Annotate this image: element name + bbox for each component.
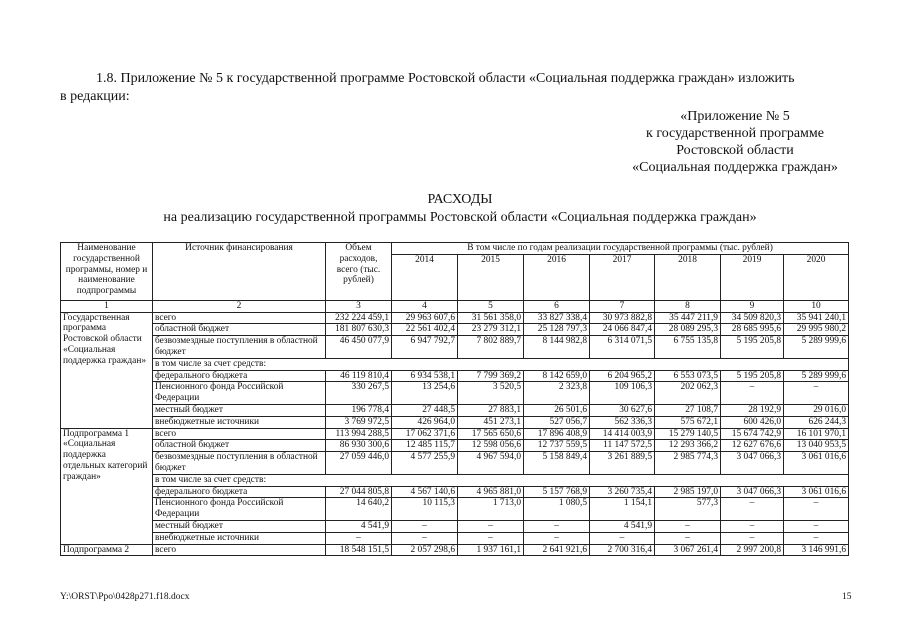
year-value: 4 541,9 <box>590 520 655 532</box>
year-value: 1 080,5 <box>524 498 590 521</box>
year-value: 109 106,3 <box>590 382 655 405</box>
total-value: 46 119 810,4 <box>326 370 392 382</box>
header-name: Наименование государственной программы, номер и наименование подпрограммы <box>61 243 153 301</box>
year-value: 15 279 140,5 <box>655 428 721 440</box>
funding-source: федерального бюджета <box>153 370 326 382</box>
year-value: 4 967 594,0 <box>458 452 524 475</box>
total-value: – <box>326 532 392 544</box>
year-value: 626 244,3 <box>784 416 849 428</box>
year-value: – <box>392 532 458 544</box>
total-value: 46 450 077,9 <box>326 336 392 359</box>
year-value: 26 501,6 <box>524 404 590 416</box>
year-value: 31 561 358,0 <box>458 312 524 324</box>
year-value: 3 260 735,4 <box>590 486 655 498</box>
table-row <box>61 312 849 324</box>
year-value: – <box>721 498 784 521</box>
year-value: – <box>784 382 849 405</box>
year-value: – <box>721 520 784 532</box>
year-value: 12 485 115,7 <box>392 440 458 452</box>
column-number: 9 <box>721 300 784 312</box>
table-row <box>61 324 849 336</box>
funding-source: безвозмездные поступления в областной бюджет <box>153 452 326 475</box>
year-value: 426 964,0 <box>392 416 458 428</box>
year-value: 30 627,6 <box>590 404 655 416</box>
column-number: 10 <box>784 300 849 312</box>
year-value: 14 414 003,9 <box>590 428 655 440</box>
year-value: – <box>524 532 590 544</box>
total-value: 330 267,5 <box>326 382 392 405</box>
column-number-row <box>61 300 849 312</box>
header-year: 2017 <box>590 254 655 300</box>
total-value: 27 059 446,0 <box>326 452 392 475</box>
year-value: 2 641 921,6 <box>524 544 590 556</box>
year-value: 5 158 849,4 <box>524 452 590 475</box>
year-value: 10 115,3 <box>392 498 458 521</box>
year-value: 6 934 538,1 <box>392 370 458 382</box>
year-value: 1 937 161,1 <box>458 544 524 556</box>
funding-source: Пенсионного фонда Российской Федерации <box>153 498 326 521</box>
header-row-1 <box>61 243 849 255</box>
table-row <box>61 498 849 521</box>
intro-line-2: в редакции: <box>60 89 130 104</box>
header-year: 2015 <box>458 254 524 300</box>
year-value: 2 997 200,8 <box>721 544 784 556</box>
year-value: 562 336,3 <box>590 416 655 428</box>
header-year: 2018 <box>655 254 721 300</box>
year-value: 2 985 774,3 <box>655 452 721 475</box>
year-value: – <box>458 532 524 544</box>
year-value: 6 204 965,2 <box>590 370 655 382</box>
year-value: – <box>784 532 849 544</box>
year-value: – <box>784 520 849 532</box>
year-value: 6 553 073,5 <box>655 370 721 382</box>
year-value: 2 985 197,0 <box>655 486 721 498</box>
year-value: 12 598 056,6 <box>458 440 524 452</box>
year-value: 6 947 792,7 <box>392 336 458 359</box>
year-value: 3 067 261,4 <box>655 544 721 556</box>
year-value: 13 254,6 <box>392 382 458 405</box>
intro-line-1: 1.8. Приложение № 5 к государственной программе Ростовской области «Социальная поддержка граждан» изложить <box>96 71 795 86</box>
program-name: Подпрограмма 2 <box>61 544 153 556</box>
total-value: 14 640,2 <box>326 498 392 521</box>
year-value: – <box>655 520 721 532</box>
column-number: 7 <box>590 300 655 312</box>
year-value: 3 061 016,6 <box>784 452 849 475</box>
year-value: 3 047 066,3 <box>721 452 784 475</box>
table-row <box>61 486 849 498</box>
funding-source: местный бюджет <box>153 404 326 416</box>
table-row <box>61 358 849 370</box>
year-value: 35 447 211,9 <box>655 312 721 324</box>
table-row <box>61 336 849 359</box>
year-value: – <box>721 382 784 405</box>
year-value: – <box>784 498 849 521</box>
table-row <box>61 452 849 475</box>
header-total: Объем расходов, всего (тыс. рублей) <box>326 243 392 301</box>
table-row <box>61 532 849 544</box>
appendix-line-3: Ростовской области <box>676 143 794 158</box>
appendix-line-2: к государственной программе <box>646 126 824 141</box>
year-value: 33 827 338,4 <box>524 312 590 324</box>
total-value: 232 224 459,1 <box>326 312 392 324</box>
column-number: 5 <box>458 300 524 312</box>
year-value: 16 101 970,1 <box>784 428 849 440</box>
year-value: 8 144 982,8 <box>524 336 590 359</box>
appendix-heading <box>590 108 880 176</box>
funding-source: всего <box>153 544 326 556</box>
year-value: 28 685 995,6 <box>721 324 784 336</box>
footer-page-number: 15 <box>842 592 852 602</box>
table-row <box>61 428 849 440</box>
year-value: – <box>590 532 655 544</box>
expenses-table <box>60 242 849 556</box>
year-value: 2 057 298,6 <box>392 544 458 556</box>
table-row <box>61 370 849 382</box>
year-value: 451 273,1 <box>458 416 524 428</box>
table-body <box>61 300 849 556</box>
year-value: 34 509 820,3 <box>721 312 784 324</box>
year-value: 27 883,1 <box>458 404 524 416</box>
year-value: 5 289 999,6 <box>784 370 849 382</box>
header-year: 2020 <box>784 254 849 300</box>
column-number: 2 <box>153 300 326 312</box>
total-value: 86 930 300,6 <box>326 440 392 452</box>
table-row <box>61 544 849 556</box>
funding-source: областной бюджет <box>153 440 326 452</box>
year-value: 5 195 205,8 <box>721 336 784 359</box>
header-years-group: В том числе по годам реализации государственной программы (тыс. рублей) <box>392 243 849 255</box>
funding-source: внебюджетные источники <box>153 416 326 428</box>
total-value: 18 548 151,5 <box>326 544 392 556</box>
total-value: 196 778,4 <box>326 404 392 416</box>
column-number: 3 <box>326 300 392 312</box>
document-title <box>60 191 860 227</box>
year-value: 23 279 312,1 <box>458 324 524 336</box>
header-year: 2014 <box>392 254 458 300</box>
year-value: 527 056,7 <box>524 416 590 428</box>
table-row <box>61 382 849 405</box>
column-number: 6 <box>524 300 590 312</box>
year-value: 22 561 402,4 <box>392 324 458 336</box>
intro-paragraph <box>60 70 850 106</box>
table-row <box>61 520 849 532</box>
total-value: 4 541,9 <box>326 520 392 532</box>
funding-source: безвозмездные поступления в областной бюджет <box>153 336 326 359</box>
year-value: 27 108,7 <box>655 404 721 416</box>
year-value: – <box>721 532 784 544</box>
table-row <box>61 404 849 416</box>
year-value: 29 963 607,6 <box>392 312 458 324</box>
year-value: 600 426,0 <box>721 416 784 428</box>
year-value: 4 567 140,6 <box>392 486 458 498</box>
year-value: 1 713,0 <box>458 498 524 521</box>
year-value: 24 066 847,4 <box>590 324 655 336</box>
header-year: 2016 <box>524 254 590 300</box>
year-value: 3 520,5 <box>458 382 524 405</box>
footer-file-path: Y:\ORST\Ppo\0428p271.f18.docx <box>60 592 190 602</box>
year-value: 3 047 066,3 <box>721 486 784 498</box>
appendix-line-1: «Приложение № 5 <box>680 109 790 124</box>
year-value: 2 700 316,4 <box>590 544 655 556</box>
header-source: Источник финансирования <box>153 243 326 301</box>
year-value: 15 674 742,9 <box>721 428 784 440</box>
year-value: 29 016,0 <box>784 404 849 416</box>
year-value: 12 627 676,6 <box>721 440 784 452</box>
funding-source: в том числе за счет средств: <box>153 474 849 486</box>
funding-source: Пенсионного фонда Российской Федерации <box>153 382 326 405</box>
table-row <box>61 474 849 486</box>
column-number: 4 <box>392 300 458 312</box>
year-value: 7 802 889,7 <box>458 336 524 359</box>
year-value: 17 565 650,6 <box>458 428 524 440</box>
program-name: Государственная программа Ростовской области «Социальная поддержка граждан» <box>61 312 153 428</box>
year-value: 12 737 559,5 <box>524 440 590 452</box>
total-value: 181 807 630,3 <box>326 324 392 336</box>
year-value: 17 062 371,6 <box>392 428 458 440</box>
total-value: 3 769 972,5 <box>326 416 392 428</box>
funding-source: всего <box>153 312 326 324</box>
year-value: 28 089 295,3 <box>655 324 721 336</box>
year-value: 577,3 <box>655 498 721 521</box>
year-value: – <box>655 532 721 544</box>
year-value: 202 062,3 <box>655 382 721 405</box>
year-value: 4 577 255,9 <box>392 452 458 475</box>
year-value: – <box>524 520 590 532</box>
year-value: 6 755 135,8 <box>655 336 721 359</box>
year-value: 3 061 016,6 <box>784 486 849 498</box>
appendix-line-4: «Социальная поддержка граждан» <box>632 160 838 175</box>
year-value: 27 448,5 <box>392 404 458 416</box>
year-value: 7 799 369,2 <box>458 370 524 382</box>
year-value: 25 128 797,3 <box>524 324 590 336</box>
year-value: 5 195 205,8 <box>721 370 784 382</box>
funding-source: федерального бюджета <box>153 486 326 498</box>
header-year: 2019 <box>721 254 784 300</box>
table-row <box>61 416 849 428</box>
year-value: 28 192,9 <box>721 404 784 416</box>
year-value: 30 973 882,8 <box>590 312 655 324</box>
year-value: 12 293 366,2 <box>655 440 721 452</box>
table-row <box>61 440 849 452</box>
funding-source: местный бюджет <box>153 520 326 532</box>
year-value: 29 995 980,2 <box>784 324 849 336</box>
year-value: 8 142 659,0 <box>524 370 590 382</box>
column-number: 1 <box>61 300 153 312</box>
total-value: 27 044 805,8 <box>326 486 392 498</box>
column-number: 8 <box>655 300 721 312</box>
funding-source: в том числе за счет средств: <box>153 358 849 370</box>
funding-source: областной бюджет <box>153 324 326 336</box>
year-value: 11 147 572,5 <box>590 440 655 452</box>
year-value: 575 672,1 <box>655 416 721 428</box>
year-value: 3 261 889,5 <box>590 452 655 475</box>
total-value: 113 994 288,5 <box>326 428 392 440</box>
title-line-1: РАСХОДЫ <box>427 192 493 207</box>
year-value: 5 157 768,9 <box>524 486 590 498</box>
year-value: 1 154,1 <box>590 498 655 521</box>
program-name: Подпрограмма 1 «Социальная поддержка отдельных категорий граждан» <box>61 428 153 544</box>
year-value: 2 323,8 <box>524 382 590 405</box>
year-value: 5 289 999,6 <box>784 336 849 359</box>
funding-source: всего <box>153 428 326 440</box>
year-value: 3 146 991,6 <box>784 544 849 556</box>
title-line-2: на реализацию государственной программы Ростовской области «Социальная поддержка граждан» <box>163 210 757 225</box>
year-value: 4 965 881,0 <box>458 486 524 498</box>
year-value: 6 314 071,5 <box>590 336 655 359</box>
year-value: – <box>392 520 458 532</box>
funding-source: внебюджетные источники <box>153 532 326 544</box>
year-value: – <box>458 520 524 532</box>
year-value: 35 941 240,1 <box>784 312 849 324</box>
year-value: 17 896 408,9 <box>524 428 590 440</box>
year-value: 13 040 953,5 <box>784 440 849 452</box>
